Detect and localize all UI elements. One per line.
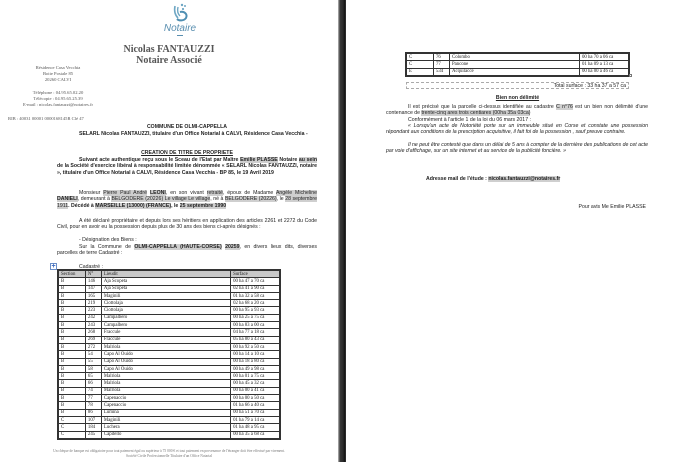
cell-section: B (59, 351, 86, 358)
cell-number: 245 (85, 431, 101, 438)
cell-surface: 00 ha 70 a 06 ca (580, 54, 629, 61)
cell-section: B (59, 292, 86, 299)
cell-surface: 00 ha 51 a 70 ca (231, 409, 280, 416)
cell-section: B (59, 343, 86, 350)
cell-surface: 00 ha 00 a 46 ca (580, 68, 629, 75)
cell-section: B (59, 409, 86, 416)
cell-surface: 04 ha 77 a 18 ca (231, 329, 280, 336)
cell-lieudit: Fraccule (101, 329, 230, 336)
document-page-2 (346, 0, 689, 462)
col-lieudit: Lieudit (101, 271, 230, 278)
table-row (59, 343, 280, 350)
cell-number: 58 (85, 365, 101, 372)
cell-section: E (407, 68, 434, 75)
selarl-text: SELARL Nicolas FANTAUZZI, titulaire d'un Office Notarial à CALVI, Résidence Casa Vecchia - (79, 131, 308, 137)
cell-number: 74 (85, 387, 101, 394)
cell-surface: 01 ha 32 a 58 ca (231, 292, 280, 299)
notaire-logo (150, 2, 210, 38)
table-row (59, 424, 280, 431)
table-row (59, 387, 280, 394)
law-quote-1: « Lorsqu'un acte de Notoriété porte sur un immeuble situé en Corse et constate une possession répondant aux conditions de la prescription acquisitive, il fait foi de la possession , sauf preuve contraire. (386, 123, 648, 136)
office-email-link[interactable]: nicolas.fantauzzi@notaires.fr (488, 176, 561, 182)
cell-surface: 00 ha 18 a 80 ca (231, 358, 280, 365)
table-row (407, 54, 629, 61)
cell-section: B (59, 322, 86, 329)
table-move-handle-icon[interactable]: + (51, 263, 56, 270)
office-contact (8, 90, 108, 108)
signature: Pour avis Me Emilie PLASSE (578, 204, 646, 210)
cell-surface: 00 ha 00 a 41 ca (231, 387, 280, 394)
cell-lieudit: Capenaccio (101, 395, 230, 402)
cell-section: C (59, 431, 86, 438)
cell-number: 78 (85, 402, 101, 409)
table-resize-handle[interactable] (629, 74, 632, 77)
cell-number: 184 (85, 424, 101, 431)
table-row (59, 416, 280, 423)
cell-lieudit: Aja Scopeta (101, 278, 230, 285)
cell-surface: 01 ha 66 a 40 ca (231, 402, 280, 409)
commune-heading: COMMUNE DE OLMI-CAPPELLA (146, 124, 228, 130)
cell-lieudit: Colombo (450, 54, 580, 61)
cell-section: B (59, 365, 86, 372)
cell-section: C (59, 424, 86, 431)
table-row (407, 68, 629, 75)
footer-line: Société Civile Professionnelle Titulaire d'un Office Notarial (125, 453, 213, 458)
table-row (59, 431, 280, 438)
cell-surface: 00 ha 35 a 68 ca (231, 431, 280, 438)
cell-lieudit: Capenaccio (101, 402, 230, 409)
cell-section: B (59, 358, 86, 365)
cell-lieudit: Capo Al Ouido (101, 365, 230, 372)
bien-non-delimite-heading: Bien non délimité (495, 95, 540, 101)
cadastre-table (58, 270, 280, 439)
footer-line: Un chèque de banque est obligatoire pour tout paiement égal ou supérieur à 75 000 € et tout paiement en provenance de l'étranger doit être effectué par virement. (53, 449, 285, 453)
declaration-paragraph: A été déclaré propriétaire et depuis lors ses héritiers en application des articles 2261 et 2272 du Code Civil, pour en avoir eu la possession depuis plus de 30 ans des biens ci-après désignés : (57, 218, 317, 231)
rib: RIB : 40031 00001 0000168145R Clé 47 (8, 116, 84, 121)
cell-surface: 01 ha 79 a 14 ca (231, 416, 280, 423)
cell-lieudit: Acquilacce (450, 68, 580, 75)
cell-surface: 02 ha 68 a 20 ca (231, 300, 280, 307)
page-divider (338, 0, 346, 462)
cell-number: 272 (85, 343, 101, 350)
au-sein-highlight: au sein (298, 157, 317, 163)
cell-section: B (59, 278, 86, 285)
cell-number: 107 (85, 416, 101, 423)
cadastre-label: Cadastré : (79, 264, 103, 270)
cell-lieudit: Maginili (101, 416, 230, 423)
col-number: N° (85, 271, 101, 278)
cell-section: B (59, 314, 86, 321)
logo-underline (177, 35, 183, 36)
cadastre-table-continued (406, 53, 629, 76)
cell-number: 223 (85, 307, 101, 314)
cell-number: 242 (85, 314, 101, 321)
cell-section: B (59, 395, 86, 402)
document-page-1 (0, 0, 338, 462)
table-row (59, 365, 280, 372)
cell-surface: 00 ha 92 a 50 ca (231, 343, 280, 350)
cell-section: B (59, 329, 86, 336)
cell-number: 269 (85, 336, 101, 343)
notary-highlight: Emilie PLASSE (240, 157, 278, 163)
cell-surface: 01 ha 48 a 95 ca (231, 424, 280, 431)
cell-number: 146 (85, 278, 101, 285)
address-line: 20260 CALVI (44, 77, 72, 82)
table-row (59, 380, 280, 387)
page-footer (0, 449, 338, 458)
cell-section: B (59, 285, 86, 292)
address-line: Résidence Casa Vecchia (35, 65, 81, 70)
cell-section: B (59, 373, 86, 380)
table-row (59, 373, 280, 380)
phone: Téléphone : 04.95.65.02.20 (32, 90, 84, 95)
logo-text: Notaire (163, 23, 197, 34)
law-quote-2: Il ne peut être contesté que dans un délai de 5 ans à compter de la dernière des publications de cet acte par voie d'affichage, sur un site internet et au service de la publicité foncière. » (386, 142, 648, 155)
cell-surface: 00 ha 49 a 98 ca (231, 365, 280, 372)
cell-lieudit: Malriola (101, 373, 230, 380)
table-row (59, 300, 280, 307)
office-address (8, 65, 108, 83)
cell-section: B (59, 402, 86, 409)
table-row (59, 336, 280, 343)
notaire-emblem-icon (169, 2, 191, 24)
cell-section: B (59, 300, 86, 307)
cell-number: 76 (434, 54, 450, 61)
cell-lieudit: Ciottolaja (101, 307, 230, 314)
cell-surface: 00 ha 45 a 32 ca (231, 380, 280, 387)
cell-section: B (59, 380, 86, 387)
cell-number: 77 (85, 395, 101, 402)
table-row (59, 322, 280, 329)
cell-number: 534 (434, 68, 450, 75)
cell-lieudit: Lumina (101, 409, 230, 416)
notary-name: Nicolas FANTAUZZI (123, 44, 215, 55)
cell-section: B (59, 336, 86, 343)
cell-surface: 02 ha 41 a 90 ca (231, 285, 280, 292)
cell-number: 54 (85, 351, 101, 358)
address-line: Boite Postale 85 (42, 71, 74, 76)
cell-number: 86 (85, 409, 101, 416)
commune-paragraph: Sur la Commune de OLMI-CAPPELLA (HAUTE-CORSE) 20259, en divers lieux dits, diverses parcelles de terre Cadastré : (57, 244, 317, 257)
cell-surface: 00 ha 47 a 70 ca (231, 278, 280, 285)
cell-surface: 00 ha 25 a 75 ca (231, 314, 280, 321)
cell-number: 66 (85, 380, 101, 387)
cell-surface: 00 ha 00 a 50 ca (231, 395, 280, 402)
table-row (59, 402, 280, 409)
cell-lieudit: Malriola (101, 387, 230, 394)
cell-surface: 05 ha 80 a 43 ca (231, 336, 280, 343)
col-section: Section (59, 271, 86, 278)
cell-surface: 00 ha 14 a 10 ca (231, 351, 280, 358)
cell-number: 77 (434, 61, 450, 68)
table-row (407, 61, 629, 68)
cell-number: 55 (85, 358, 101, 365)
creation-heading: CREATION DE TITRE DE PROPRIETE (141, 150, 233, 156)
cell-surface: 00 ha 01 a 75 ca (231, 373, 280, 380)
cell-surface: 00 ha 83 a 00 ca (231, 322, 280, 329)
cell-surface: 01 ha 09 a 13 ca (580, 61, 629, 68)
cell-section: C (407, 54, 434, 61)
cell-number: 243 (85, 322, 101, 329)
notary-title: Notaire Associé (136, 55, 202, 66)
acte-paragraph: Suivant acte authentique reçu sous le Sceau de l'Etat par Maître Emilie PLASSE Notaire au sein de la Société d'exercice libéral à responsabilité limitée dénommée « SELARL Nicolas FANTAUZZI, notaire », titulaire d'un Office Notarial à CALVI, Résidence Casa Vecchia - BP 85, le 19 Avril 2019 (57, 157, 317, 176)
cell-lieudit: Malriola (101, 380, 230, 387)
table-row (59, 351, 280, 358)
cell-number: 165 (85, 292, 101, 299)
cell-lieudit: Capo Al Ouido (101, 358, 230, 365)
table-row (59, 285, 280, 292)
total-surface: Total surface : 33 ha 37 a 57 ca (406, 82, 629, 89)
cell-lieudit: Aja Scopeta (101, 285, 230, 292)
parcel-paragraph: Il est précisé que la parcelle ci-dessus identifiée au cadastre C n°76 est un bien non délimité d'une contenance de trente-cinq ares trois centiares (00ha 35a 03ca) (386, 104, 648, 117)
table-header-row (59, 271, 280, 278)
cell-number: 268 (85, 329, 101, 336)
cell-number: 147 (85, 285, 101, 292)
cell-lieudit: Fraccule (101, 336, 230, 343)
law-reference: Conformément à l'article 1 de la loi du 06 mars 2017 : (408, 117, 531, 123)
designation-heading: - Désignation des Biens : (79, 237, 137, 243)
email: E-mail : nicolas.fantauzzi@notaires.fr (22, 102, 94, 107)
col-surface: Surface (231, 271, 280, 278)
cell-number: 219 (85, 300, 101, 307)
table-row (59, 278, 280, 285)
selarl-line (57, 131, 317, 137)
office-email-line: Adresse mail de l'étude : nicolas.fantauzzi@notaires.fr (426, 176, 561, 182)
cell-lieudit: Luchera (101, 424, 230, 431)
cell-lieudit: Capo Al Ouido (101, 351, 230, 358)
table-row (59, 358, 280, 365)
table-row (59, 307, 280, 314)
table-row (59, 329, 280, 336)
cell-lieudit: Malriola (101, 343, 230, 350)
cell-lieudit: Capitello (101, 431, 230, 438)
owner-paragraph: Monsieur Pierre Paul André LEONI, en son vivant retraité, époux de Madame Angèle Micheline DANIELI, demeurant à BELGODERE (20226) Le village Le village, né à BELGODERE (20226), le 28 septembre 1911. Décédé à MARSEILLE (13000) (FRANCE), le 25 septembre 1990 (57, 190, 317, 209)
cell-lieudit: Campalbero (101, 314, 230, 321)
table-row (59, 395, 280, 402)
table-row (59, 314, 280, 321)
table-row (59, 409, 280, 416)
cell-lieudit: Campalbero (101, 322, 230, 329)
cell-lieudit: Pancone (450, 61, 580, 68)
cell-lieudit: Ciottolaja (101, 300, 230, 307)
cell-lieudit: Maginili (101, 292, 230, 299)
cell-section: C (407, 61, 434, 68)
fax: Télécopie : 04.95.65.25.39 (33, 96, 83, 101)
cell-section: B (59, 387, 86, 394)
table-row (59, 292, 280, 299)
cell-surface: 00 ha 95 a 93 ca (231, 307, 280, 314)
cell-section: C (59, 416, 86, 423)
cell-number: 65 (85, 373, 101, 380)
cell-section: B (59, 307, 86, 314)
